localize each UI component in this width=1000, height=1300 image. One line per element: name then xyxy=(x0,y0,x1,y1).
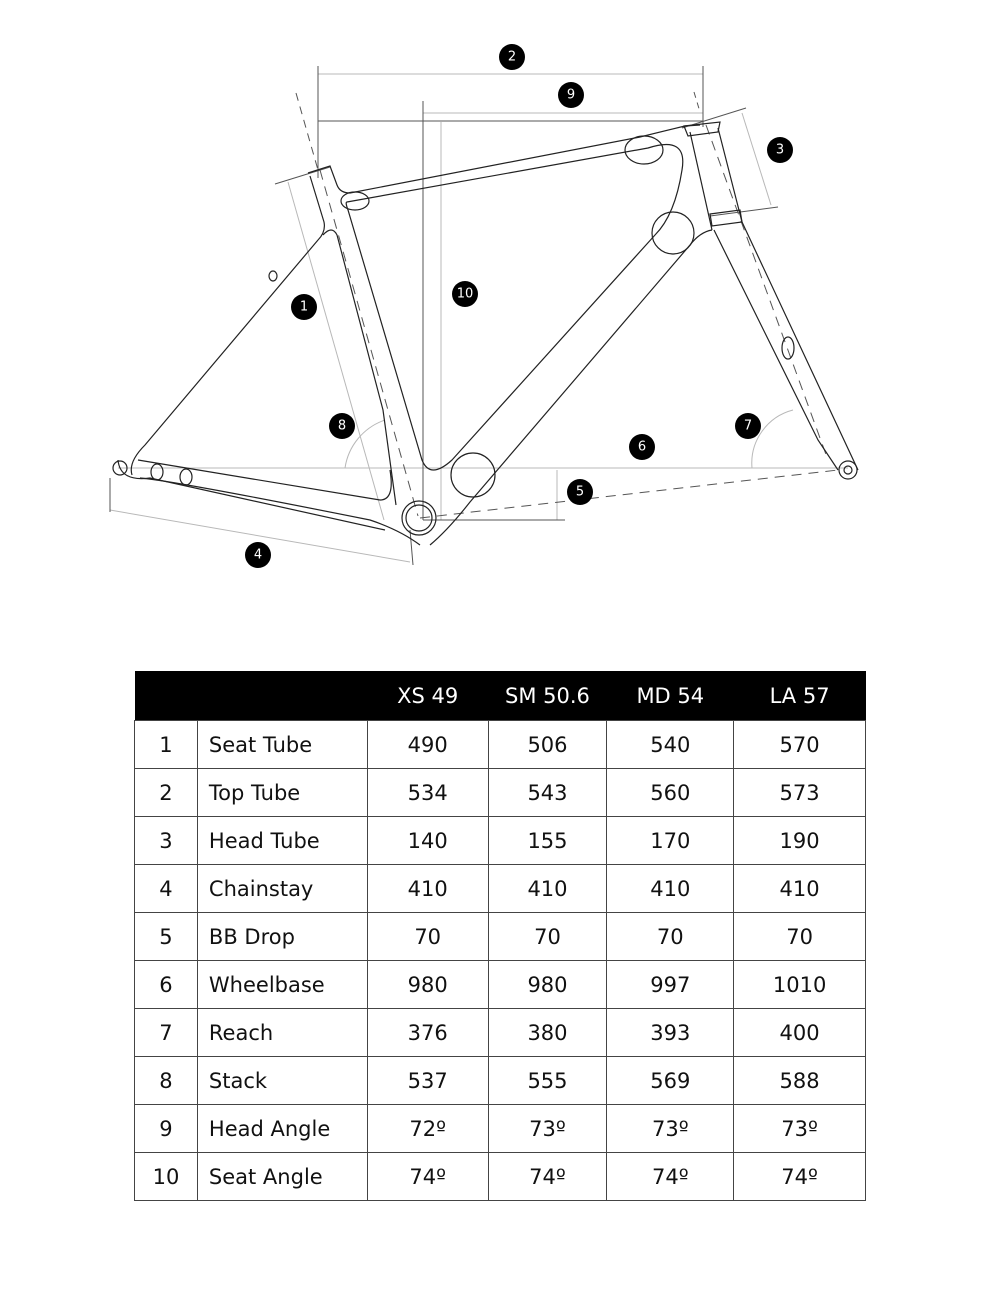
header-label xyxy=(197,671,367,721)
row-number: 9 xyxy=(135,1105,198,1153)
row-value: 73º xyxy=(488,1105,607,1153)
row-value: 74º xyxy=(488,1153,607,1201)
row-value: 140 xyxy=(367,817,488,865)
row-number: 6 xyxy=(135,961,198,1009)
row-value: 490 xyxy=(367,721,488,769)
header-size-md: MD 54 xyxy=(607,671,734,721)
row-value: 74º xyxy=(734,1153,866,1201)
callout-3 xyxy=(767,137,793,163)
row-value: 155 xyxy=(488,817,607,865)
row-value: 74º xyxy=(367,1153,488,1201)
table-row xyxy=(135,769,866,817)
row-label: Seat Angle xyxy=(197,1153,367,1201)
table-row xyxy=(135,721,866,769)
row-value: 400 xyxy=(734,1009,866,1057)
row-value: 70 xyxy=(488,913,607,961)
row-value: 393 xyxy=(607,1009,734,1057)
row-label: Top Tube xyxy=(197,769,367,817)
header-size-xs: XS 49 xyxy=(367,671,488,721)
row-value: 70 xyxy=(734,913,866,961)
row-label: Head Angle xyxy=(197,1105,367,1153)
row-value: 190 xyxy=(734,817,866,865)
svg-text:1: 1 xyxy=(299,299,309,315)
table-row xyxy=(135,1105,866,1153)
row-value: 980 xyxy=(367,961,488,1009)
dimension-lines xyxy=(110,74,848,562)
callout-7 xyxy=(735,413,761,439)
row-value: 588 xyxy=(734,1057,866,1105)
callout-2 xyxy=(499,44,525,70)
row-number: 7 xyxy=(135,1009,198,1057)
callout-8 xyxy=(329,413,355,439)
row-label: Reach xyxy=(197,1009,367,1057)
row-value: 410 xyxy=(488,865,607,913)
row-number: 4 xyxy=(135,865,198,913)
row-number: 3 xyxy=(135,817,198,865)
row-value: 570 xyxy=(734,721,866,769)
row-label: Seat Tube xyxy=(197,721,367,769)
table-row xyxy=(135,1153,866,1201)
row-value: 506 xyxy=(488,721,607,769)
row-value: 70 xyxy=(607,913,734,961)
table-row xyxy=(135,961,866,1009)
row-value: 376 xyxy=(367,1009,488,1057)
row-value: 72º xyxy=(367,1105,488,1153)
table-row xyxy=(135,1009,866,1057)
row-value: 534 xyxy=(367,769,488,817)
row-label: BB Drop xyxy=(197,913,367,961)
table-row xyxy=(135,865,866,913)
row-value: 380 xyxy=(488,1009,607,1057)
header-size-sm: SM 50.6 xyxy=(488,671,607,721)
row-value: 1010 xyxy=(734,961,866,1009)
row-number: 2 xyxy=(135,769,198,817)
row-number: 5 xyxy=(135,913,198,961)
frame-geometry-diagram xyxy=(0,0,1000,600)
header-size-la: LA 57 xyxy=(734,671,866,721)
row-value: 560 xyxy=(607,769,734,817)
svg-text:10: 10 xyxy=(456,286,474,302)
table-row xyxy=(135,913,866,961)
row-value: 410 xyxy=(734,865,866,913)
row-value: 74º xyxy=(607,1153,734,1201)
svg-text:6: 6 xyxy=(637,439,647,455)
row-value: 569 xyxy=(607,1057,734,1105)
callout-10 xyxy=(452,281,478,307)
row-value: 73º xyxy=(607,1105,734,1153)
row-value: 170 xyxy=(607,817,734,865)
callout-5 xyxy=(567,479,593,505)
row-value: 410 xyxy=(607,865,734,913)
row-label: Head Tube xyxy=(197,817,367,865)
callout-1 xyxy=(291,294,317,320)
svg-text:7: 7 xyxy=(743,418,753,434)
table-body xyxy=(135,721,866,1201)
callout-9 xyxy=(558,82,584,108)
row-number: 8 xyxy=(135,1057,198,1105)
bike-frame xyxy=(113,122,858,545)
svg-text:8: 8 xyxy=(337,418,347,434)
row-value: 573 xyxy=(734,769,866,817)
callout-4 xyxy=(245,542,271,568)
svg-text:9: 9 xyxy=(566,87,576,103)
row-label: Stack xyxy=(197,1057,367,1105)
row-number: 10 xyxy=(135,1153,198,1201)
table-header-row xyxy=(135,671,866,721)
svg-text:5: 5 xyxy=(575,484,585,500)
callout-6 xyxy=(629,434,655,460)
row-value: 980 xyxy=(488,961,607,1009)
header-num xyxy=(135,671,198,721)
geometry-table xyxy=(134,671,866,1201)
row-value: 540 xyxy=(607,721,734,769)
row-value: 73º xyxy=(734,1105,866,1153)
svg-text:3: 3 xyxy=(775,142,785,158)
row-value: 543 xyxy=(488,769,607,817)
row-label: Chainstay xyxy=(197,865,367,913)
row-value: 70 xyxy=(367,913,488,961)
table-row xyxy=(135,1057,866,1105)
row-number: 1 xyxy=(135,721,198,769)
table-row xyxy=(135,817,866,865)
row-value: 555 xyxy=(488,1057,607,1105)
svg-text:4: 4 xyxy=(253,547,263,563)
row-label: Wheelbase xyxy=(197,961,367,1009)
row-value: 997 xyxy=(607,961,734,1009)
row-value: 410 xyxy=(367,865,488,913)
svg-text:2: 2 xyxy=(507,49,517,65)
row-value: 537 xyxy=(367,1057,488,1105)
